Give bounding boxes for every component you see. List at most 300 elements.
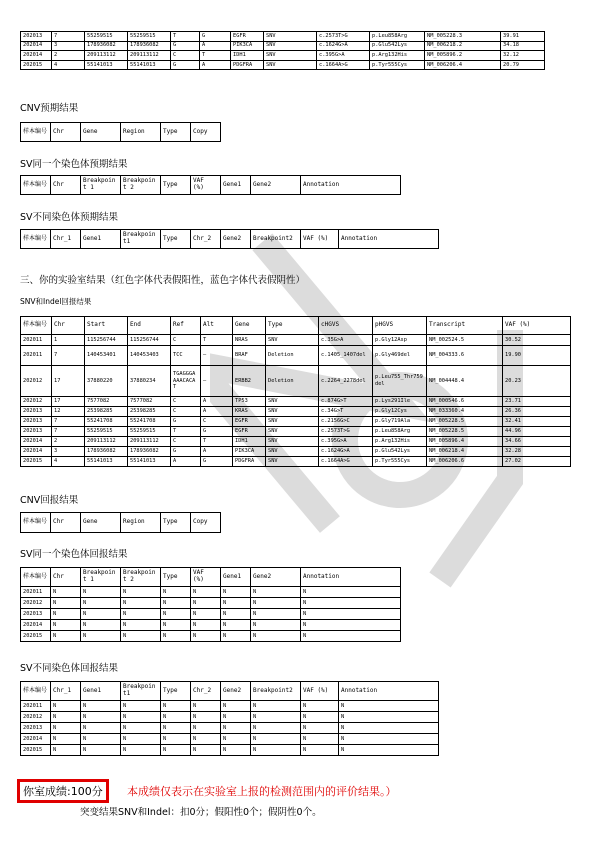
table-cell: NM_005228.3: [425, 32, 501, 42]
table-cell: T: [171, 427, 201, 437]
table-row: [21, 723, 439, 734]
table-cell: 202014: [21, 41, 52, 51]
table-cell: N: [161, 609, 191, 620]
table-cell: p.Arg132His: [373, 437, 427, 447]
table-cell: c.874G>T: [319, 397, 373, 407]
table-cell: SNV: [266, 407, 319, 417]
table-cell: N: [51, 734, 81, 745]
table-cell: SNV: [266, 397, 319, 407]
column-header: 样本编号: [21, 568, 51, 587]
table-cell: 55141013: [128, 457, 171, 467]
table-cell: N: [301, 745, 339, 756]
table-row: [21, 346, 571, 366]
table-cell: 55141013: [85, 60, 128, 70]
table-cell: N: [301, 620, 401, 631]
table-cell: N: [339, 712, 439, 723]
section3-title: 三、你的实验室结果（红色字体代表假阳性，蓝色字体代表假阴性）: [20, 275, 306, 286]
column-header: Type: [161, 682, 191, 701]
table-cell: NM_005896.4: [427, 437, 503, 447]
table-cell: 34.18: [501, 41, 545, 51]
table-cell: TCC: [171, 346, 201, 366]
table-cell: N: [301, 701, 339, 712]
column-header: Chr: [51, 176, 81, 195]
table-cell: N: [121, 620, 161, 631]
table-cell: 178936082: [128, 41, 171, 51]
table-cell: c.2156G>C: [319, 417, 373, 427]
column-header: Region: [121, 513, 161, 533]
table-cell: 25398285: [85, 407, 128, 417]
column-header: 样本编号: [21, 176, 51, 195]
table-cell: N: [191, 620, 221, 631]
table-row: [21, 397, 571, 407]
table-row: [21, 457, 571, 467]
table-cell: c.395G>A: [317, 51, 370, 61]
table-cell: NM_006206.6: [427, 457, 503, 467]
table-cell: 55259515: [128, 427, 171, 437]
column-header: VAF (%): [191, 176, 221, 195]
table-cell: 115256744: [128, 335, 171, 346]
table-cell: 202011: [21, 701, 51, 712]
column-header: Chr: [52, 317, 85, 335]
table-cell: 140453403: [128, 346, 171, 366]
column-header: Gene2: [221, 682, 251, 701]
table-cell: N: [81, 745, 121, 756]
table-cell: 4: [52, 457, 85, 467]
table-cell: 202015: [21, 631, 51, 642]
table-cell: p.Gly12Asp: [373, 335, 427, 346]
table-cell: 178936082: [85, 447, 128, 457]
table-cell: N: [81, 631, 121, 642]
table-cell: —: [201, 366, 233, 397]
table-cell: N: [121, 734, 161, 745]
table-cell: C: [171, 335, 201, 346]
column-header: cHGVS: [319, 317, 373, 335]
table-cell: N: [251, 734, 301, 745]
table-cell: N: [251, 712, 301, 723]
table-cell: 32.28: [503, 447, 571, 457]
table-cell: 202013: [21, 417, 52, 427]
column-header: Chr_2: [191, 682, 221, 701]
table-cell: Deletion: [266, 346, 319, 366]
table-cell: G: [201, 457, 233, 467]
table-cell: SNV: [266, 417, 319, 427]
column-header: Gene2: [221, 230, 251, 249]
table-cell: c.2264_2278del: [319, 366, 373, 397]
table-cell: N: [121, 701, 161, 712]
table-cell: 3: [52, 41, 85, 51]
table-cell: N: [339, 723, 439, 734]
table-cell: N: [51, 745, 81, 756]
table-cell: N: [51, 609, 81, 620]
table-cell: NM_006206.4: [425, 60, 501, 70]
table-cell: N: [301, 723, 339, 734]
table-cell: N: [81, 723, 121, 734]
table-row: [21, 32, 545, 42]
table-cell: N: [121, 631, 161, 642]
table-cell: N: [301, 587, 401, 598]
table-cell: c.35G>A: [319, 335, 373, 346]
table-cell: 55241708: [85, 417, 128, 427]
table-cell: N: [221, 587, 251, 598]
table-cell: 2: [52, 51, 85, 61]
table-cell: N: [221, 712, 251, 723]
table-cell: A: [200, 60, 231, 70]
snv-report-table: [20, 316, 571, 467]
table-cell: NM_004448.4: [427, 366, 503, 397]
table-cell: 20.79: [501, 60, 545, 70]
column-header: Chr_2: [191, 230, 221, 249]
table-cell: 209113112: [85, 51, 128, 61]
table-cell: N: [51, 701, 81, 712]
table-cell: N: [251, 631, 301, 642]
column-header: Type: [161, 568, 191, 587]
table-cell: EGFR: [233, 427, 266, 437]
score-box: 你室成绩:100分: [17, 779, 109, 803]
table-cell: 26.36: [503, 407, 571, 417]
sv-diff-report-table: [20, 681, 439, 756]
column-header: 样本编号: [21, 317, 52, 335]
column-header: Breakpoint2: [251, 230, 301, 249]
column-header: Annotation: [339, 230, 439, 249]
table-cell: N: [191, 598, 221, 609]
table-cell: c.34G>T: [319, 407, 373, 417]
table-cell: 202013: [21, 723, 51, 734]
table-cell: 27.02: [503, 457, 571, 467]
table-cell: G: [171, 60, 200, 70]
table-cell: p.Lys291Ile: [373, 397, 427, 407]
table-cell: 55241708: [128, 417, 171, 427]
table-row: [21, 60, 545, 70]
table-cell: 209113112: [128, 437, 171, 447]
column-header: Breakpoint2: [251, 682, 301, 701]
sv-same-report-table: [20, 567, 401, 642]
column-header: Gene1: [221, 176, 251, 195]
table-cell: N: [221, 734, 251, 745]
table-cell: N: [221, 701, 251, 712]
column-header: 样本编号: [21, 513, 51, 533]
table-cell: 19.90: [503, 346, 571, 366]
table-cell: EGFR: [231, 32, 264, 42]
table-cell: A: [171, 457, 201, 467]
column-header: Start: [85, 317, 128, 335]
sv-same-expected-table: [20, 175, 401, 195]
column-header: Breakpoint 2: [121, 568, 161, 587]
table-cell: 39.91: [501, 32, 545, 42]
column-header: VAF (%): [301, 230, 339, 249]
table-cell: NM_002524.5: [427, 335, 503, 346]
table-cell: 20.23: [503, 366, 571, 397]
column-header: Chr: [51, 123, 81, 142]
table-cell: C: [171, 397, 201, 407]
table-cell: 209113112: [128, 51, 171, 61]
table-cell: G: [201, 427, 233, 437]
table-cell: N: [81, 598, 121, 609]
table-cell: SNV: [266, 427, 319, 437]
table-cell: NM_006218.2: [425, 41, 501, 51]
column-header: Chr: [51, 568, 81, 587]
table-cell: p.Gly719Ala: [373, 417, 427, 427]
table-cell: SNV: [266, 335, 319, 346]
table-cell: 202015: [21, 60, 52, 70]
table-row: [21, 407, 571, 417]
table-cell: IDH1: [231, 51, 264, 61]
column-header: VAF (%): [503, 317, 571, 335]
column-header: Annotation: [301, 176, 401, 195]
table-cell: p.Gly12Cys: [373, 407, 427, 417]
table-cell: NM_005228.5: [427, 427, 503, 437]
table-cell: p.Gly469del: [373, 346, 427, 366]
table-cell: c.1405_1407del: [319, 346, 373, 366]
table-cell: 202014: [21, 620, 51, 631]
cnv-expected-table: [20, 122, 221, 142]
table-row: [21, 437, 571, 447]
table-cell: SNV: [264, 51, 317, 61]
table-cell: TGAGGGAAAACACAT: [171, 366, 201, 397]
table-cell: IDH1: [233, 437, 266, 447]
column-header: Type: [161, 123, 191, 142]
table-cell: 55259515: [128, 32, 171, 42]
table-cell: 44.96: [503, 427, 571, 437]
table-cell: N: [161, 745, 191, 756]
table-cell: G: [171, 41, 200, 51]
sv-same-report-title: SV同一个染色体回报结果: [20, 549, 128, 560]
table-row: [21, 51, 545, 61]
column-header: Type: [161, 230, 191, 249]
column-header: Type: [161, 176, 191, 195]
table-cell: 55259515: [85, 32, 128, 42]
table-row: [21, 631, 401, 642]
table-cell: 202015: [21, 745, 51, 756]
column-header: Breakpoint 2: [121, 176, 161, 195]
table-row: [21, 712, 439, 723]
table-cell: c.1624G>A: [319, 447, 373, 457]
table-cell: N: [221, 745, 251, 756]
table-cell: 55259515: [85, 427, 128, 437]
score-summary: 突变结果SNV和Indel：扣0分；假阳性0个；假阴性0个。: [80, 807, 322, 818]
table-cell: 115256744: [85, 335, 128, 346]
table-cell: N: [81, 620, 121, 631]
column-header: Breakpoint1: [121, 682, 161, 701]
table-row: [21, 447, 571, 457]
column-header: VAF (%): [301, 682, 339, 701]
table-cell: C: [171, 437, 201, 447]
table-cell: N: [161, 587, 191, 598]
table-cell: N: [221, 609, 251, 620]
table-row: [21, 587, 401, 598]
table-cell: N: [121, 609, 161, 620]
table-cell: p.Tyr555Cys: [370, 60, 425, 70]
table-cell: N: [161, 734, 191, 745]
table-cell: 202012: [21, 366, 52, 397]
table-cell: 55141013: [128, 60, 171, 70]
table-cell: N: [121, 745, 161, 756]
table-cell: c.1624G>A: [317, 41, 370, 51]
table-cell: N: [251, 598, 301, 609]
table-cell: SNV: [264, 32, 317, 42]
table-cell: 202013: [21, 407, 52, 417]
table-cell: 202014: [21, 447, 52, 457]
table-cell: N: [81, 587, 121, 598]
table-cell: N: [191, 631, 221, 642]
table-cell: 23.71: [503, 397, 571, 407]
column-header: Breakpoint 1: [81, 568, 121, 587]
table-cell: N: [121, 723, 161, 734]
table-row: [21, 734, 439, 745]
table-cell: N: [51, 620, 81, 631]
table-cell: 25398285: [128, 407, 171, 417]
table-cell: 1: [52, 335, 85, 346]
table-cell: N: [221, 723, 251, 734]
table-cell: T: [171, 32, 200, 42]
table-cell: N: [339, 701, 439, 712]
table-cell: N: [81, 734, 121, 745]
table-cell: KRAS: [233, 407, 266, 417]
table-row: [21, 417, 571, 427]
table-cell: N: [81, 609, 121, 620]
table-cell: N: [301, 734, 339, 745]
table-cell: C: [171, 51, 200, 61]
table-cell: 3: [52, 447, 85, 457]
table-cell: N: [221, 598, 251, 609]
table-cell: SNV: [264, 60, 317, 70]
table-cell: 178936082: [85, 41, 128, 51]
table-cell: N: [301, 712, 339, 723]
table-cell: N: [51, 587, 81, 598]
table-cell: 209113112: [85, 437, 128, 447]
table-cell: 32.12: [501, 51, 545, 61]
column-header: Breakpoint 1: [81, 176, 121, 195]
table-cell: NM_005896.2: [425, 51, 501, 61]
table-cell: 7: [52, 346, 85, 366]
table-cell: 140453401: [85, 346, 128, 366]
column-header: Chr_1: [51, 682, 81, 701]
table-cell: N: [191, 701, 221, 712]
table-cell: p.Arg132His: [370, 51, 425, 61]
table-cell: 202015: [21, 457, 52, 467]
cnv-expected-title: CNV预期结果: [20, 103, 79, 114]
sv-same-expected-title: SV同一个染色体预期结果: [20, 159, 128, 170]
table-cell: 202011: [21, 346, 52, 366]
table-cell: T: [200, 51, 231, 61]
table-cell: N: [51, 598, 81, 609]
table-cell: 2: [52, 437, 85, 447]
table-cell: 7: [52, 427, 85, 437]
table-cell: N: [161, 701, 191, 712]
table-cell: PDGFRA: [233, 457, 266, 467]
sv-diff-expected-title: SV不同染色体预期结果: [20, 212, 119, 223]
table-cell: SNV: [264, 41, 317, 51]
table-cell: N: [161, 620, 191, 631]
column-header: Copy: [191, 513, 221, 533]
table-cell: p.Glu542Lys: [373, 447, 427, 457]
table-cell: G: [171, 417, 201, 427]
column-header: Gene: [81, 123, 121, 142]
table-cell: N: [161, 631, 191, 642]
table-cell: p.Leu858Arg: [373, 427, 427, 437]
table-cell: PIK3CA: [233, 447, 266, 457]
table-cell: 4: [52, 60, 85, 70]
table-cell: NM_000546.6: [427, 397, 503, 407]
table-cell: PIK3CA: [231, 41, 264, 51]
column-header: Chr: [51, 513, 81, 533]
table-cell: N: [161, 712, 191, 723]
table-row: [21, 366, 571, 397]
table-cell: T: [201, 437, 233, 447]
table-cell: N: [161, 598, 191, 609]
table-cell: SNV: [266, 437, 319, 447]
column-header: 样本编号: [21, 682, 51, 701]
table-cell: NRAS: [233, 335, 266, 346]
table-cell: N: [251, 701, 301, 712]
column-header: Gene: [81, 513, 121, 533]
table-cell: N: [301, 598, 401, 609]
table-row: [21, 620, 401, 631]
column-header: Gene1: [81, 230, 121, 249]
table-cell: C: [201, 417, 233, 427]
table-cell: A: [201, 407, 233, 417]
column-header: Annotation: [339, 682, 439, 701]
table-cell: 202012: [21, 397, 52, 407]
column-header: Copy: [191, 123, 221, 142]
score-note: 本成绩仅表示在实验室上报的检测范围内的评价结果。）: [127, 785, 397, 798]
table-cell: N: [121, 587, 161, 598]
column-header: Gene1: [221, 568, 251, 587]
table-cell: N: [221, 620, 251, 631]
column-header: Region: [121, 123, 161, 142]
table-cell: SNV: [266, 457, 319, 467]
table-cell: G: [200, 32, 231, 42]
table-cell: N: [191, 609, 221, 620]
snv-expected-table-continued: [20, 31, 545, 70]
table-cell: N: [339, 734, 439, 745]
table-cell: c.2573T>G: [319, 427, 373, 437]
table-row: [21, 598, 401, 609]
table-cell: N: [51, 631, 81, 642]
column-header: Gene2: [251, 176, 301, 195]
column-header: Type: [266, 317, 319, 335]
table-row: [21, 41, 545, 51]
table-cell: 7: [52, 32, 85, 42]
table-cell: 202012: [21, 598, 51, 609]
table-cell: NM_005228.5: [427, 417, 503, 427]
table-cell: EGFR: [233, 417, 266, 427]
column-header: Transcript: [427, 317, 503, 335]
table-cell: N: [191, 587, 221, 598]
table-row: [21, 609, 401, 620]
column-header: Type: [161, 513, 191, 533]
table-cell: N: [339, 745, 439, 756]
table-cell: 12: [52, 407, 85, 417]
table-cell: 32.41: [503, 417, 571, 427]
table-cell: 55141013: [85, 457, 128, 467]
table-cell: 17: [52, 397, 85, 407]
table-cell: N: [161, 723, 191, 734]
table-cell: NM_033360.4: [427, 407, 503, 417]
table-cell: NM_006218.4: [427, 447, 503, 457]
table-cell: —: [201, 346, 233, 366]
table-cell: N: [51, 712, 81, 723]
column-header: Ref: [171, 317, 201, 335]
sv-diff-report-title: SV不同染色体回报结果: [20, 663, 119, 674]
table-cell: N: [301, 609, 401, 620]
table-cell: N: [221, 631, 251, 642]
table-cell: p.Leu858Arg: [370, 32, 425, 42]
table-cell: N: [251, 723, 301, 734]
table-row: [21, 427, 571, 437]
column-header: Annotation: [301, 568, 401, 587]
table-cell: N: [121, 712, 161, 723]
table-cell: 37880220: [85, 366, 128, 397]
